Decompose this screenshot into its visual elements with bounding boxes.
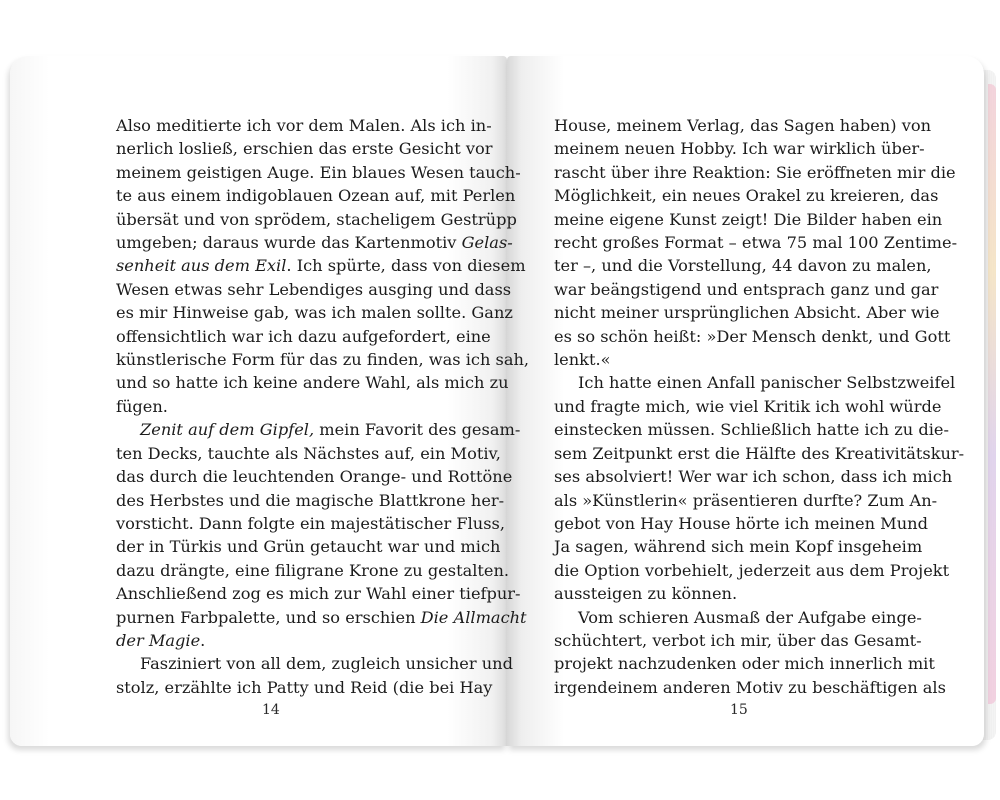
text-line: te aus einem indigoblauen Ozean auf, mit Perlen	[116, 186, 516, 206]
text-line: übersät und von sprödem, stacheligem Gestrüpp	[116, 209, 517, 229]
text-line: projekt nachzudenken oder mich innerlich mit	[554, 654, 935, 674]
text-line: Ich hatte einen Anfall panischer Selbstzweifel	[578, 373, 956, 393]
left-page-text	[116, 114, 530, 699]
text-line: Wesen etwas sehr Lebendiges ausging und dass	[116, 279, 512, 299]
text-line: ten Decks, tauchte als Nächstes auf, ein Motiv,	[116, 443, 501, 463]
text-line: Ja sagen, während sich mein Kopf insgeheim	[554, 537, 923, 557]
text-line: rascht über ihre Reaktion: Sie eröffneten mir die	[554, 162, 956, 182]
text-line: recht großes Format – etwa 75 mal 100 Zentime-	[554, 233, 958, 253]
text-line: Fasziniert von all dem, zugleich unsicher und	[140, 654, 513, 674]
text-line: schüchtert, verbot ich mir, über das Gesamt-	[554, 630, 922, 650]
text-line: House, meinem Verlag, das Sagen haben) von	[554, 116, 932, 135]
text-line: das durch die leuchtenden Orange- und Rottöne	[116, 467, 513, 487]
text-line: senheit aus dem Exil. Ich spürte, dass von diesem	[116, 256, 526, 276]
text-line: als »Künstlerin« präsentieren durfte? Zum An-	[554, 490, 938, 510]
text-line: offensichtlich war ich dazu aufgefordert, eine	[116, 326, 491, 346]
text-line: und so hatte ich keine andere Wahl, als mich zu	[116, 373, 509, 393]
text-line: Möglichkeit, ein neues Orakel zu kreieren, das	[554, 186, 939, 206]
text-line: meinem neuen Hobby. Ich war wirklich über-	[554, 139, 925, 159]
text-line: ses absolviert! Wer war ich schon, dass ich mich	[554, 467, 953, 487]
text-line: lenkt.«	[554, 350, 611, 370]
text-line: und fragte mich, wie viel Kritik ich wohl würde	[554, 396, 942, 416]
text-line: ter –, und die Vorstellung, 44 davon zu malen,	[554, 256, 932, 276]
text-line: künstlerische Form für das zu finden, was ich sah,	[116, 350, 530, 370]
text-line: irgendeinem anderen Motiv zu beschäftigen als	[554, 677, 946, 697]
text-line: Vom schieren Ausmaß der Aufgabe einge-	[578, 607, 922, 627]
card-title-italic: Gelas-	[461, 233, 513, 253]
text-line: es so schön heißt: »Der Mensch denkt, und Gott	[554, 326, 951, 346]
page-number-right: 15	[730, 702, 748, 718]
text-line: der Magie.	[116, 630, 206, 650]
text-line: vorsticht. Dann folgte ein majestätischer Fluss,	[116, 513, 505, 533]
text-line: die Option vorbehielt, jederzeit aus dem Projekt	[554, 560, 950, 580]
card-title-italic: der Magie	[116, 630, 201, 650]
text-line: meine eigene Kunst zeigt! Die Bilder haben ein	[554, 209, 943, 229]
text-line: umgeben; daraus wurde das Kartenmotiv Gelas-	[116, 233, 513, 253]
colored-page-edges	[988, 84, 996, 704]
text-line: Also meditierte ich vor dem Malen. Als ich in-	[116, 116, 492, 135]
text-line: fügen.	[116, 396, 168, 416]
text-line: purnen Farbpalette, und so erschien Die Allmacht	[116, 607, 527, 627]
text-line: war beängstigend und entsprach ganz und gar	[554, 279, 939, 299]
card-title-italic: Die Allmacht	[420, 607, 527, 627]
text-line: aussteigen zu können.	[554, 584, 738, 604]
card-title-italic: senheit aus dem Exil	[116, 256, 287, 276]
text-line: gebot von Hay House hörte ich meinen Mund	[554, 513, 928, 533]
text-line: des Herbstes und die magische Blattkrone her-	[116, 490, 505, 510]
text-line: dazu drängte, eine filigrane Krone zu gestalten.	[116, 560, 510, 580]
text-line: meinem geistigen Auge. Ein blaues Wesen tauch-	[116, 162, 521, 182]
text-line: sem Zeitpunkt erst die Hälfte des Kreativitätskur-	[554, 443, 965, 463]
card-title-italic: Zenit auf dem Gipfel,	[140, 420, 315, 440]
text-line: Anschließend zog es mich zur Wahl einer tiefpur-	[116, 584, 521, 604]
text-line: der in Türkis und Grün getaucht war und mich	[116, 537, 501, 557]
text-line: nerlich losließ, erschien das erste Gesicht vor	[116, 139, 493, 159]
page-number-left: 14	[262, 702, 280, 718]
text-line: Zenit auf dem Gipfel, mein Favorit des gesam-	[140, 420, 521, 440]
text-line: nicht meiner ursprünglichen Absicht. Aber wie	[554, 303, 940, 323]
right-page-text	[554, 114, 965, 699]
text-line: stolz, erzählte ich Patty und Reid (die bei Hay	[116, 677, 493, 697]
text-line: es mir Hinweise gab, was ich malen sollte. Ganz	[116, 303, 513, 323]
text-line: einstecken müssen. Schließlich hatte ich zu die-	[554, 420, 949, 440]
